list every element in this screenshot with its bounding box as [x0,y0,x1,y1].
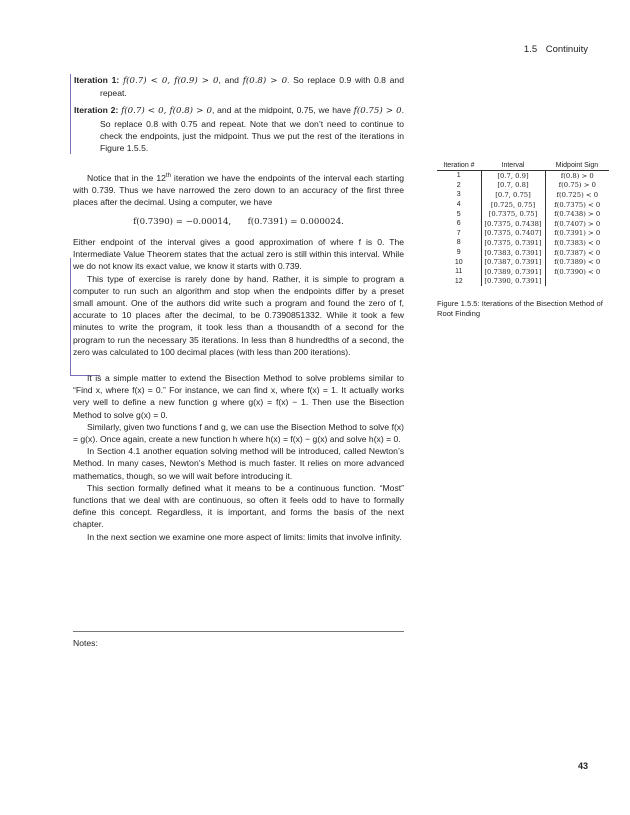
section-title: Continuity [545,44,588,55]
table-row [437,238,609,248]
superscript: th [165,173,171,180]
cell-midpoint-sign: f(0.7390) < 0 [554,267,601,276]
cell-midpoint-sign: f(0.7389) < 0 [554,258,601,267]
margin-bar [70,258,71,376]
cell-interval: [0.7375, 0.7407] [481,229,545,239]
cell-interval: [0.7389, 0.7391] [481,267,545,277]
math-inline: f(0.75) > 0 [353,106,402,117]
table-row [437,171,609,181]
cell-interval: [0.725, 0.75] [481,200,545,210]
math-inline: f(0.7) < 0, f(0.8) > 0 [121,106,212,117]
cell-midpoint-sign: f(0.7387) < 0 [554,248,601,257]
cell-iteration: 12 [454,277,463,285]
notes-label: Notes: [73,638,98,648]
cell-midpoint-sign: f(0.7375) < 0 [554,200,601,209]
iteration-text: . So replace 0.8 with 0.75 and repeat. Note that we don’t need to continue to check the endpoints, just the midpoint. Thus we put the rest of the iterations in Figure 1.5.5. [100,105,405,154]
paragraph-extend: It is a simple matter to extend the Bisection Method to solve problems similar to “Find x, where f(x) = 0.” For instance, we can find x, where f(x) = 1. It actually works very well to define a new function g where g(x) = f(x) − 1. Then use the Bisection Method to solve g(x) = 0. [73,372,404,420]
cell-iteration: 10 [454,258,463,266]
paragraph-next-section: In the next section we examine one more aspect of limits: limits that involve infinity. [87,531,402,542]
cell-iteration: 5 [456,210,461,218]
running-header [524,44,588,55]
paragraph-summary: This section formally defined what it means to be a continuous function. “Most” functions that we deal with are continuous, so often it feels odd to have to formally define this concept. Regardless, it is important, and forms the basis of the next chapter. [73,482,404,530]
figure-caption: Figure 1.5.5: Iterations of the Bisection Method of Root Finding [437,299,603,319]
cell-midpoint-sign: f(0.7383) < 0 [554,238,601,247]
iteration-item [74,104,404,154]
iteration-list [70,74,404,154]
cell-interval: [0.7383, 0.7391] [481,248,545,258]
cell-iteration: 11 [455,268,463,276]
iteration-text: . So replace 0.9 with 0.8 and repeat. [100,75,404,99]
cell-interval: [0.7375, 0.7391] [481,238,545,248]
table-header-row [437,162,609,171]
cell-midpoint-sign: f(0.75) > 0 [558,181,596,190]
cell-iteration: 1 [456,172,461,180]
table-row [437,267,609,277]
table-row [437,190,609,200]
table-row [437,209,609,219]
paragraph-endpoints: Notice that in the 12th iteration we have the endpoints of the interval each starting with 0.739. Thus we have narrowed the zero down to an accuracy of the first three places after the decimal. Using a computer, we have [73,173,405,208]
cell-interval: [0.7, 0.75] [481,190,545,200]
column-header-iteration: Iteration # [437,162,481,171]
paragraph-two-functions: Similarly, given two functions f and g, we can use the Bisection Method to solve f(x) = g(x). Once again, create a new function h where h(x) = f(x) − g(x) and solve h(x) = 0. [73,421,404,444]
notes-divider [73,631,404,632]
column-header-interval: Interval [481,162,545,171]
cell-midpoint-sign: f(0.8) > 0 [560,171,594,180]
iteration-item [74,74,404,99]
cell-iteration: 3 [456,191,461,199]
cell-iteration: 9 [456,249,461,257]
cell-interval: [0.7375, 0.7438] [481,219,545,229]
cell-interval: [0.7390, 0.7391] [481,277,545,287]
cell-interval: [0.7, 0.9] [481,171,545,181]
table-row [437,248,609,258]
table-row [437,277,609,287]
cell-midpoint-sign: f(0.725) < 0 [556,190,599,199]
cell-iteration: 2 [456,181,461,189]
cell-interval: [0.7387, 0.7391] [481,257,545,267]
table-body [437,171,609,287]
table-row [437,257,609,267]
column-header-midpoint-sign: Midpoint Sign [545,162,609,171]
paragraph-newton: In Section 4.1 another equation solving method will be introduced, called Newton’s Method. In many cases, Newton’s Method is much faster. It relies on more advanced mathematics, though, so we will wait before introducing it. [73,446,404,481]
cell-midpoint-sign: f(0.7438) > 0 [554,210,601,219]
cell-iteration: 6 [456,220,461,228]
cell-iteration: 7 [456,229,461,237]
cell-midpoint-sign: f(0.7391) > 0 [554,229,601,238]
table-row [437,219,609,229]
table-row [437,229,609,239]
cell-iteration: 4 [456,201,461,209]
cell-midpoint-sign: f(0.7407) > 0 [554,219,601,228]
iteration-text: , and at the midpoint, 0.75, we have [211,105,354,116]
page-number: 43 [577,761,588,771]
iteration-label: Iteration 1: [74,75,120,85]
table-row [437,200,609,210]
iteration-table-figure [437,162,609,286]
math-inline: f(0.7) < 0, f(0.9) > 0 [123,76,219,86]
cell-interval: [0.7, 0.8] [481,181,545,191]
equation-right: f(0.7391) = 0.000024. [247,216,344,227]
paragraph-approximation: Either endpoint of the interval gives a good approximation of where f is 0. The Intermediate Value Theorem states that the actual zero is still within this interval. While we do not know its exact value, we know it starts with 0.739. [73,236,404,272]
iteration-text: , and [218,75,243,85]
cell-interval: [0.7375, 0.75] [481,209,545,219]
section-number: 1.5 [523,44,538,55]
iteration-table [437,162,609,286]
cell-midpoint-sign [545,277,609,287]
main-text-column [73,74,404,543]
equation-left: f(0.7390) = −0.00014, [133,216,232,227]
iteration-label: Iteration 2: [74,105,119,116]
cell-iteration: 8 [456,239,461,247]
paragraph-computer: This type of exercise is rarely done by hand. Rather, it is simple to program a computer to run such an algorithm and stop when the endpoints differ by a preset small amount. One of the authors did write such a program and found the zero of f, accurate to 10 places after the decimal, to be 0.7390851332. While it took a few minutes to write the program, it took less than a thousandth of a second for the program to run the necessary 35 iterations. In less than 8 hundredths of a second, the zero was calculated to 100 decimal places (with less than 200 iterations). [73,273,404,357]
display-equation [73,216,404,228]
table-row [437,181,609,191]
math-inline: f(0.8) > 0 [242,76,288,86]
